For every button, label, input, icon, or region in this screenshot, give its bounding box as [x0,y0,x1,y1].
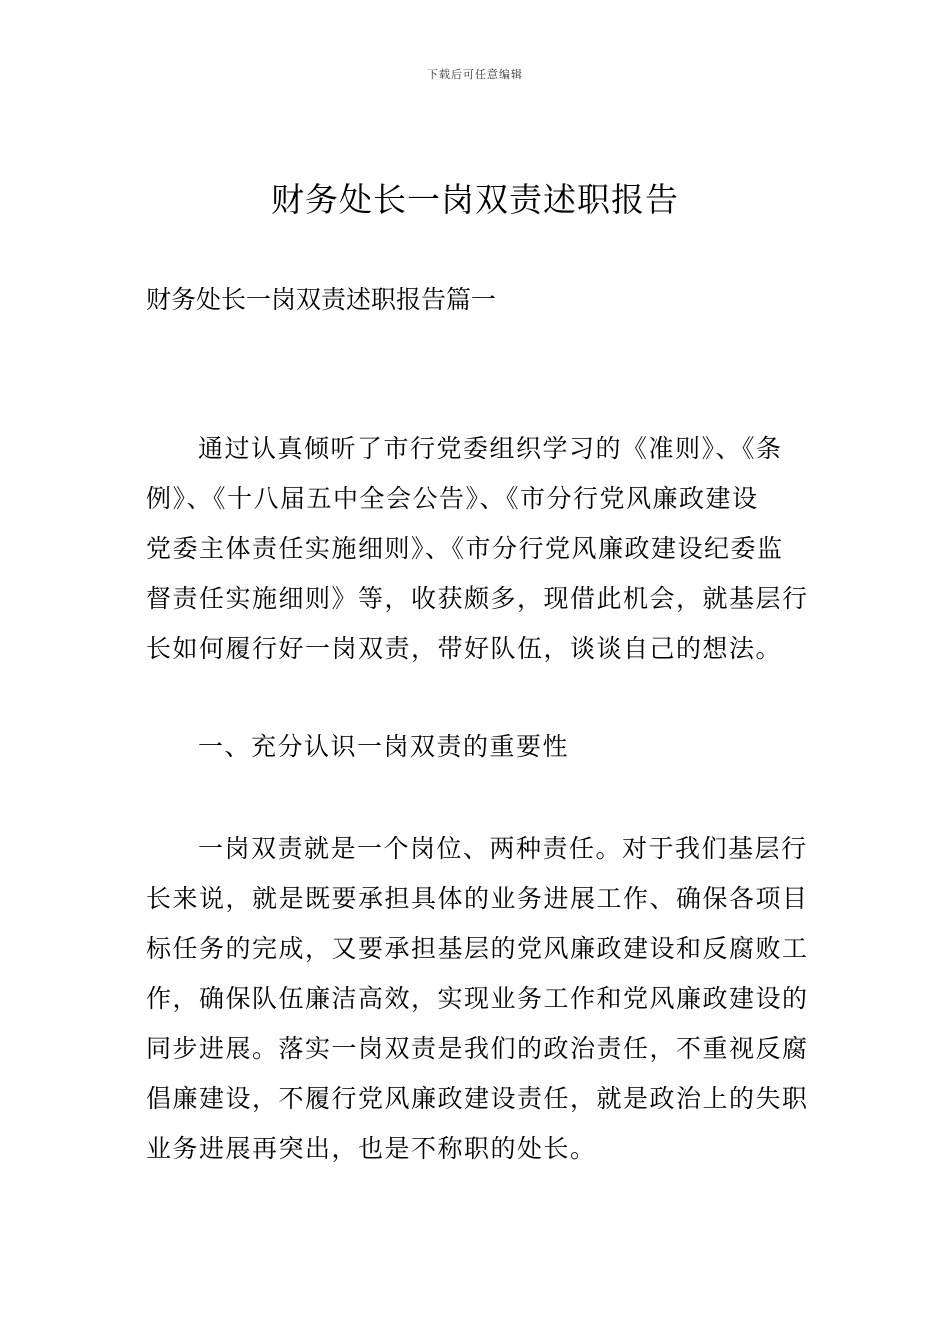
paragraph-line: 倡廉建设，不履行党风廉政建设责任，就是政治上的失职 [146,1084,809,1113]
paragraph-line: 业务进展再突出，也是不称职的处长。 [146,1134,597,1163]
section-heading-text: 一、充分认识一岗双责的重要性 [198,732,570,761]
paragraph-line: 标任务的完成，又要承担基层的党风廉政建设和反腐败工 [146,934,809,963]
section-paragraph [146,824,810,1174]
paragraph-line: 一岗双责就是一个岗位、两种责任。对于我们基层行 [198,834,808,863]
section-heading [146,722,810,772]
intro-paragraph [146,424,810,674]
paragraph-line: 作，确保队伍廉洁高效，实现业务工作和党风廉政建设的 [146,984,809,1013]
document-title: 财务处长一岗双责述职报告 [271,180,679,219]
paragraph-line: 同步进展。落实一岗双责是我们的政治责任，不重视反腐 [146,1034,809,1063]
paragraph-line: 督责任实施细则》等，收获颇多，现借此机会，就基层行 [146,584,809,613]
paragraph-line: 通过认真倾听了市行党委组织学习的《准则》、《条 [198,434,783,463]
header-note: 下载后可任意编辑 [427,68,523,81]
paragraph-line: 例》、《十八届五中全会公告》、《市分行党风廉政建设 [146,484,759,513]
paragraph-line: 长如何履行好一岗双责，带好队伍，谈谈自己的想法。 [146,634,783,663]
paragraph-line: 长来说，就是既要承担具体的业务进展工作、确保各项目 [146,884,809,913]
document-subtitle: 财务处长一岗双责述职报告篇一 [146,285,497,314]
paragraph-line: 党委主体责任实施细则》、《市分行党风廉政建设纪委监 [146,534,784,563]
